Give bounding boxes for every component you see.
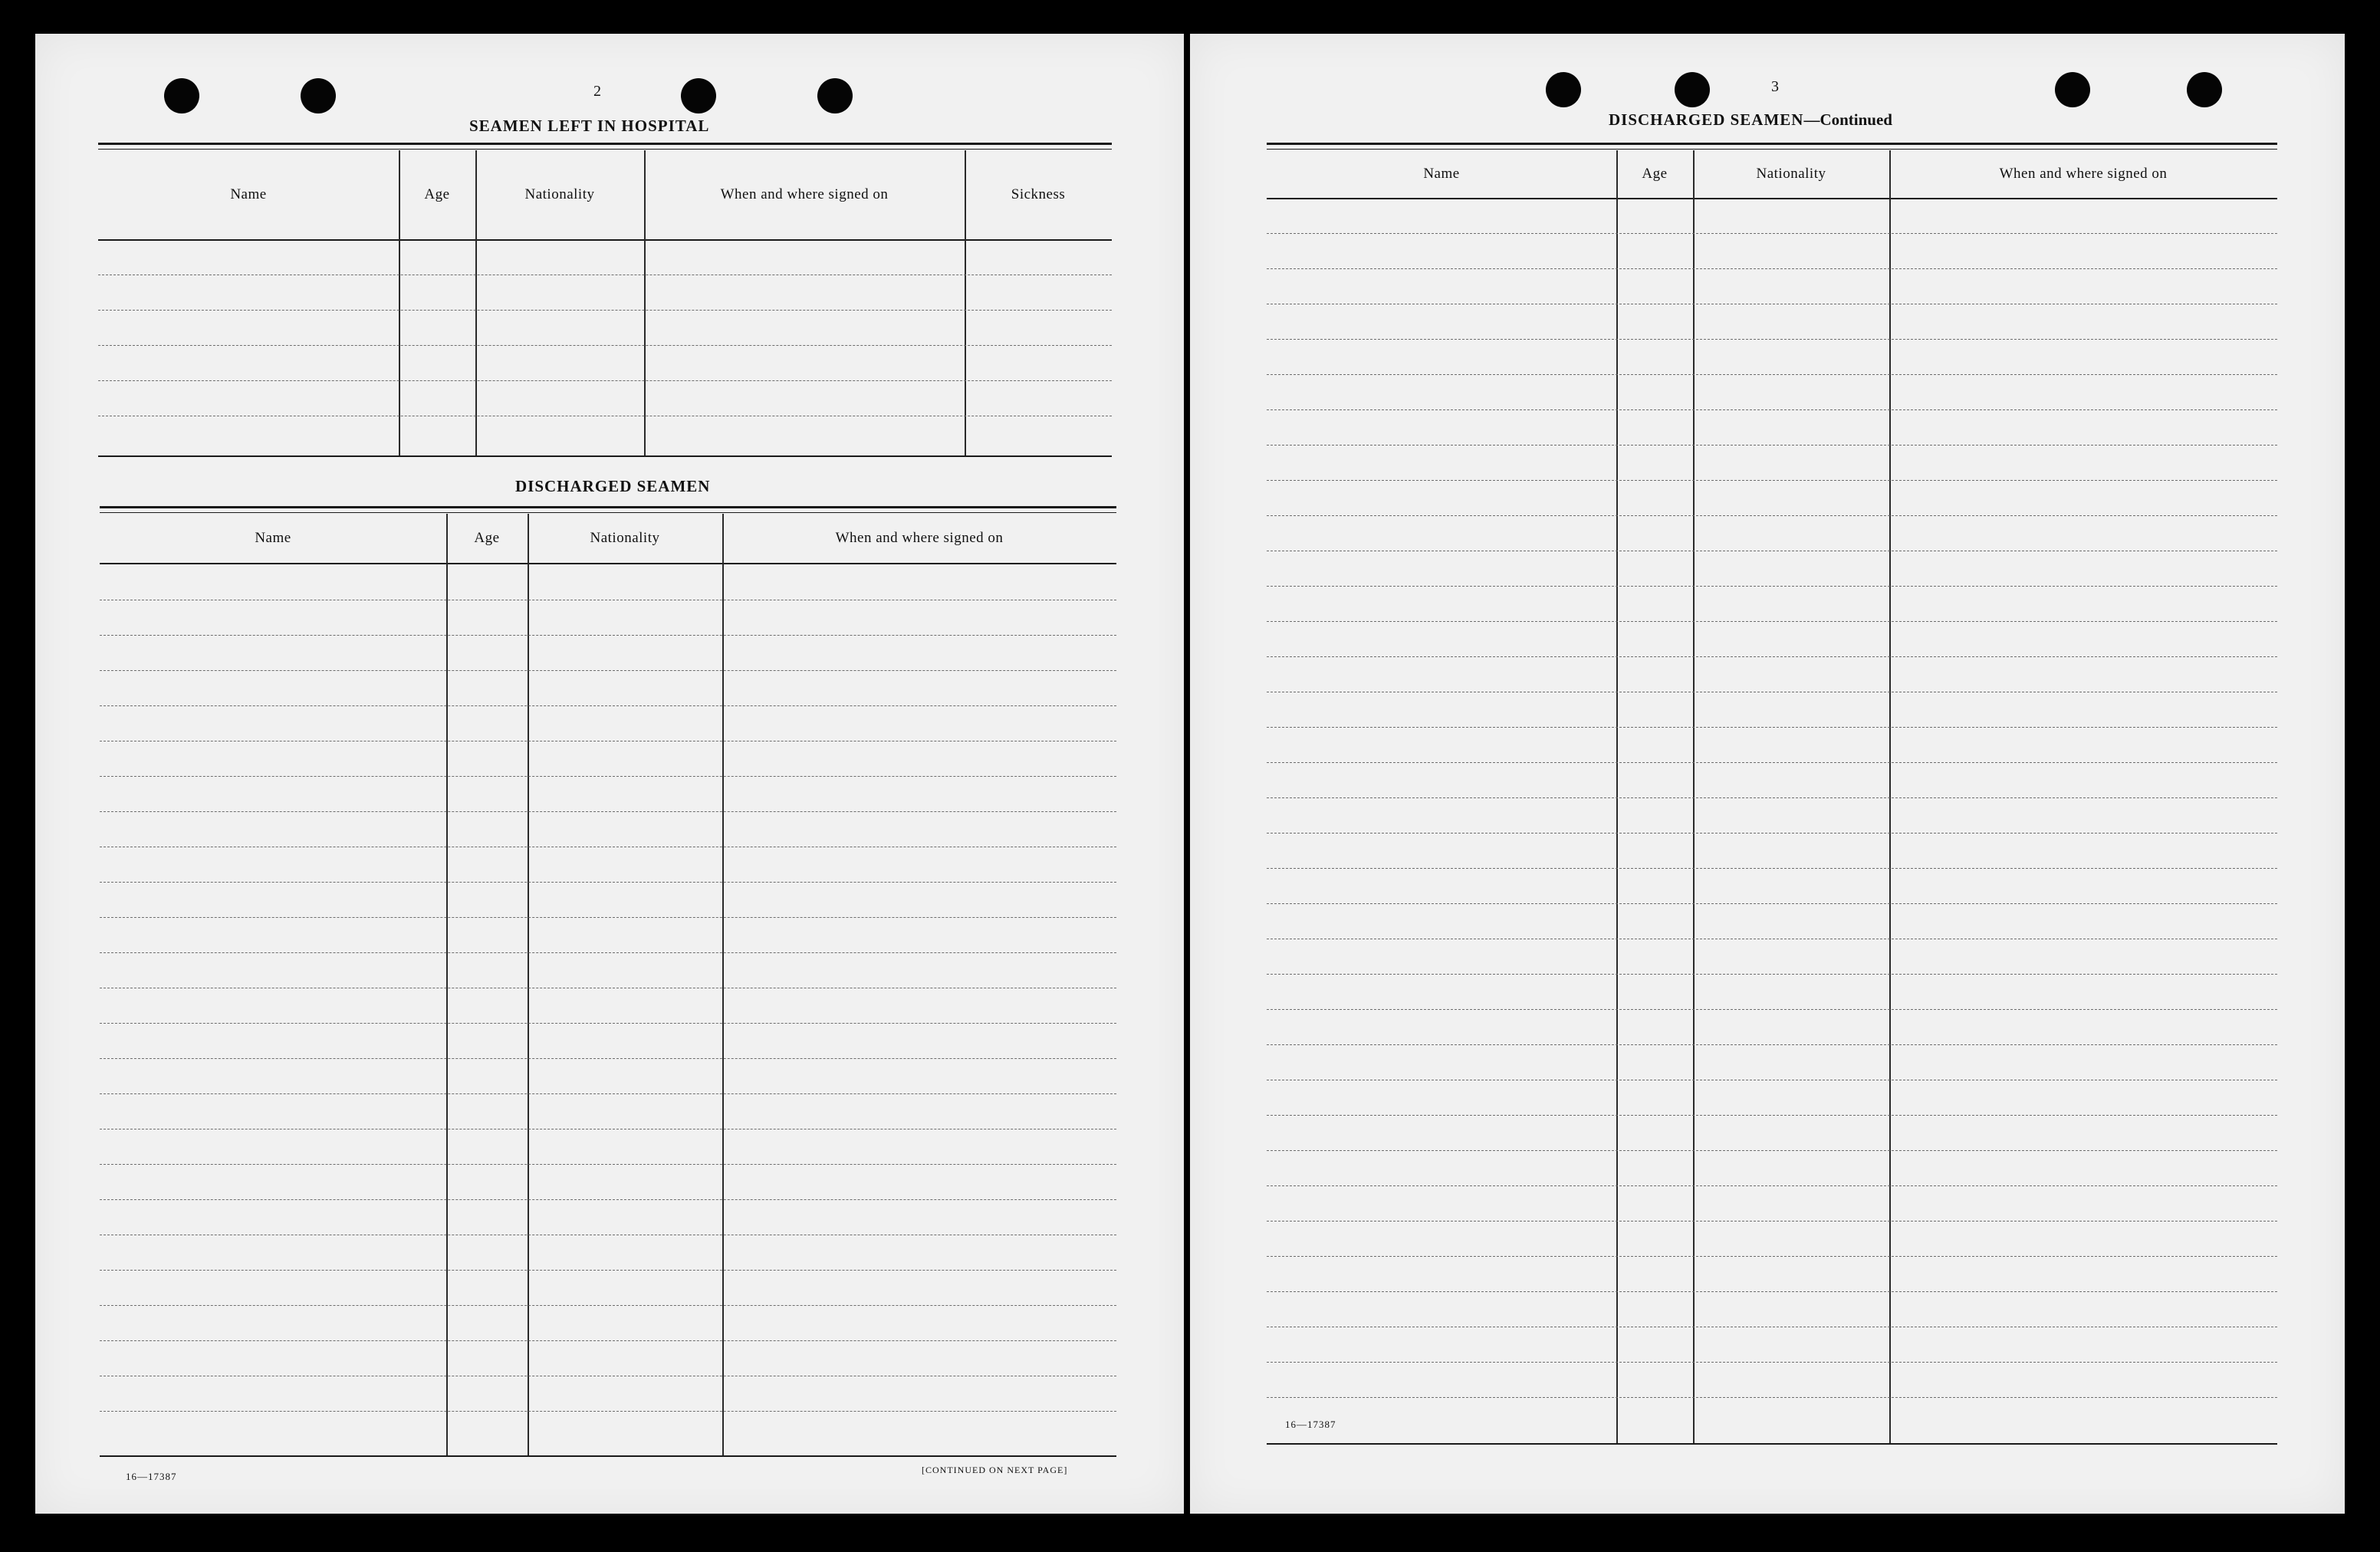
right-page	[1190, 34, 2345, 1514]
header-age: Age	[474, 530, 500, 546]
table-row	[1267, 480, 2277, 481]
column-divider	[1889, 150, 1891, 1443]
table-row	[1267, 1397, 2277, 1398]
header-age: Age	[424, 186, 450, 202]
table-row	[100, 670, 1116, 671]
column-divider	[1616, 150, 1618, 1443]
table-row	[100, 776, 1116, 777]
punch-hole	[2187, 72, 2222, 107]
table-row	[1267, 233, 2277, 234]
punch-hole	[817, 78, 853, 113]
table-row	[100, 1305, 1116, 1306]
table-row	[100, 1164, 1116, 1165]
table-top-rule	[1267, 149, 2277, 150]
punch-hole	[164, 78, 199, 113]
header-signed-on: When and where signed on	[835, 530, 1004, 546]
table-row	[1267, 1044, 2277, 1045]
table-row	[1267, 1291, 2277, 1292]
table-row	[1267, 586, 2277, 587]
table-bottom-rule	[98, 455, 1112, 457]
discharged-table	[100, 506, 1116, 1460]
table-top-rule	[98, 143, 1112, 145]
table-top-rule	[98, 149, 1112, 150]
header-name: Name	[255, 530, 291, 546]
table-row	[1267, 868, 2277, 869]
table-row	[1267, 515, 2277, 516]
left-page	[35, 34, 1184, 1514]
punch-hole	[1675, 72, 1710, 107]
table-row	[1267, 1185, 2277, 1186]
discharged-continued-table	[1267, 143, 2277, 1449]
table-row	[1267, 445, 2277, 446]
table-row	[100, 1093, 1116, 1094]
punch-hole	[681, 78, 716, 113]
table-row	[100, 917, 1116, 918]
table-row	[1267, 1009, 2277, 1010]
table-bottom-rule	[100, 1455, 1116, 1457]
table-row	[100, 811, 1116, 812]
punch-hole	[2055, 72, 2090, 107]
table-row	[1267, 903, 2277, 904]
table-row	[100, 1023, 1116, 1024]
table-row	[1267, 833, 2277, 834]
header-nationality: Nationality	[524, 186, 595, 202]
table-row	[98, 345, 1112, 346]
discharged-section-title: DISCHARGED SEAMEN	[515, 477, 711, 495]
header-nationality: Nationality	[1756, 166, 1826, 182]
header-nationality: Nationality	[590, 530, 660, 546]
table-row	[98, 310, 1112, 311]
table-row	[1267, 1150, 2277, 1151]
punch-hole	[301, 78, 336, 113]
table-row	[1267, 268, 2277, 269]
table-row	[100, 952, 1116, 953]
table-row	[1267, 974, 2277, 975]
table-row	[100, 1340, 1116, 1341]
table-row	[100, 1411, 1116, 1412]
right-section-title	[1609, 110, 1892, 130]
table-row	[1267, 1256, 2277, 1257]
table-header-rule	[98, 239, 1112, 241]
column-divider	[722, 514, 724, 1455]
header-signed-on: When and where signed on	[1999, 166, 2168, 182]
table-top-rule	[100, 512, 1116, 513]
table-row	[1267, 409, 2277, 410]
form-code: 16—17387	[126, 1471, 177, 1482]
table-row	[1267, 1221, 2277, 1222]
table-header-rule	[1267, 198, 2277, 199]
punch-hole	[1546, 72, 1581, 107]
table-row	[100, 882, 1116, 883]
form-code: 16—17387	[1285, 1419, 1336, 1430]
table-bottom-rule	[1267, 1443, 2277, 1445]
page-number: 3	[1771, 78, 1779, 95]
table-row	[1267, 1115, 2277, 1116]
title-continued: —Continued	[1803, 110, 1892, 129]
hospital-section-title: SEAMEN LEFT IN HOSPITAL	[469, 117, 710, 135]
title-main: DISCHARGED SEAMEN	[1609, 110, 1804, 129]
hospital-table	[98, 143, 1112, 459]
table-row	[100, 1270, 1116, 1271]
table-top-rule	[100, 506, 1116, 508]
table-row	[100, 635, 1116, 636]
page-number: 2	[593, 83, 601, 100]
table-row	[98, 380, 1112, 381]
table-row	[1267, 762, 2277, 763]
header-signed-on: When and where signed on	[720, 186, 889, 202]
table-row	[100, 1199, 1116, 1200]
table-row	[1267, 656, 2277, 657]
header-name: Name	[1423, 166, 1460, 182]
table-row	[1267, 1362, 2277, 1363]
table-row	[100, 705, 1116, 706]
header-age: Age	[1642, 166, 1668, 182]
table-top-rule	[1267, 143, 2277, 145]
column-divider	[1693, 150, 1695, 1443]
table-row	[1267, 797, 2277, 798]
table-row	[1267, 374, 2277, 375]
header-name: Name	[230, 186, 267, 202]
table-row	[1267, 621, 2277, 622]
table-header-rule	[100, 563, 1116, 564]
table-row	[100, 1058, 1116, 1059]
header-sickness: Sickness	[1011, 186, 1066, 202]
continued-note: [CONTINUED ON NEXT PAGE]	[922, 1465, 1068, 1475]
table-row	[1267, 727, 2277, 728]
table-row	[1267, 339, 2277, 340]
column-divider	[446, 514, 448, 1455]
column-divider	[528, 514, 529, 1455]
